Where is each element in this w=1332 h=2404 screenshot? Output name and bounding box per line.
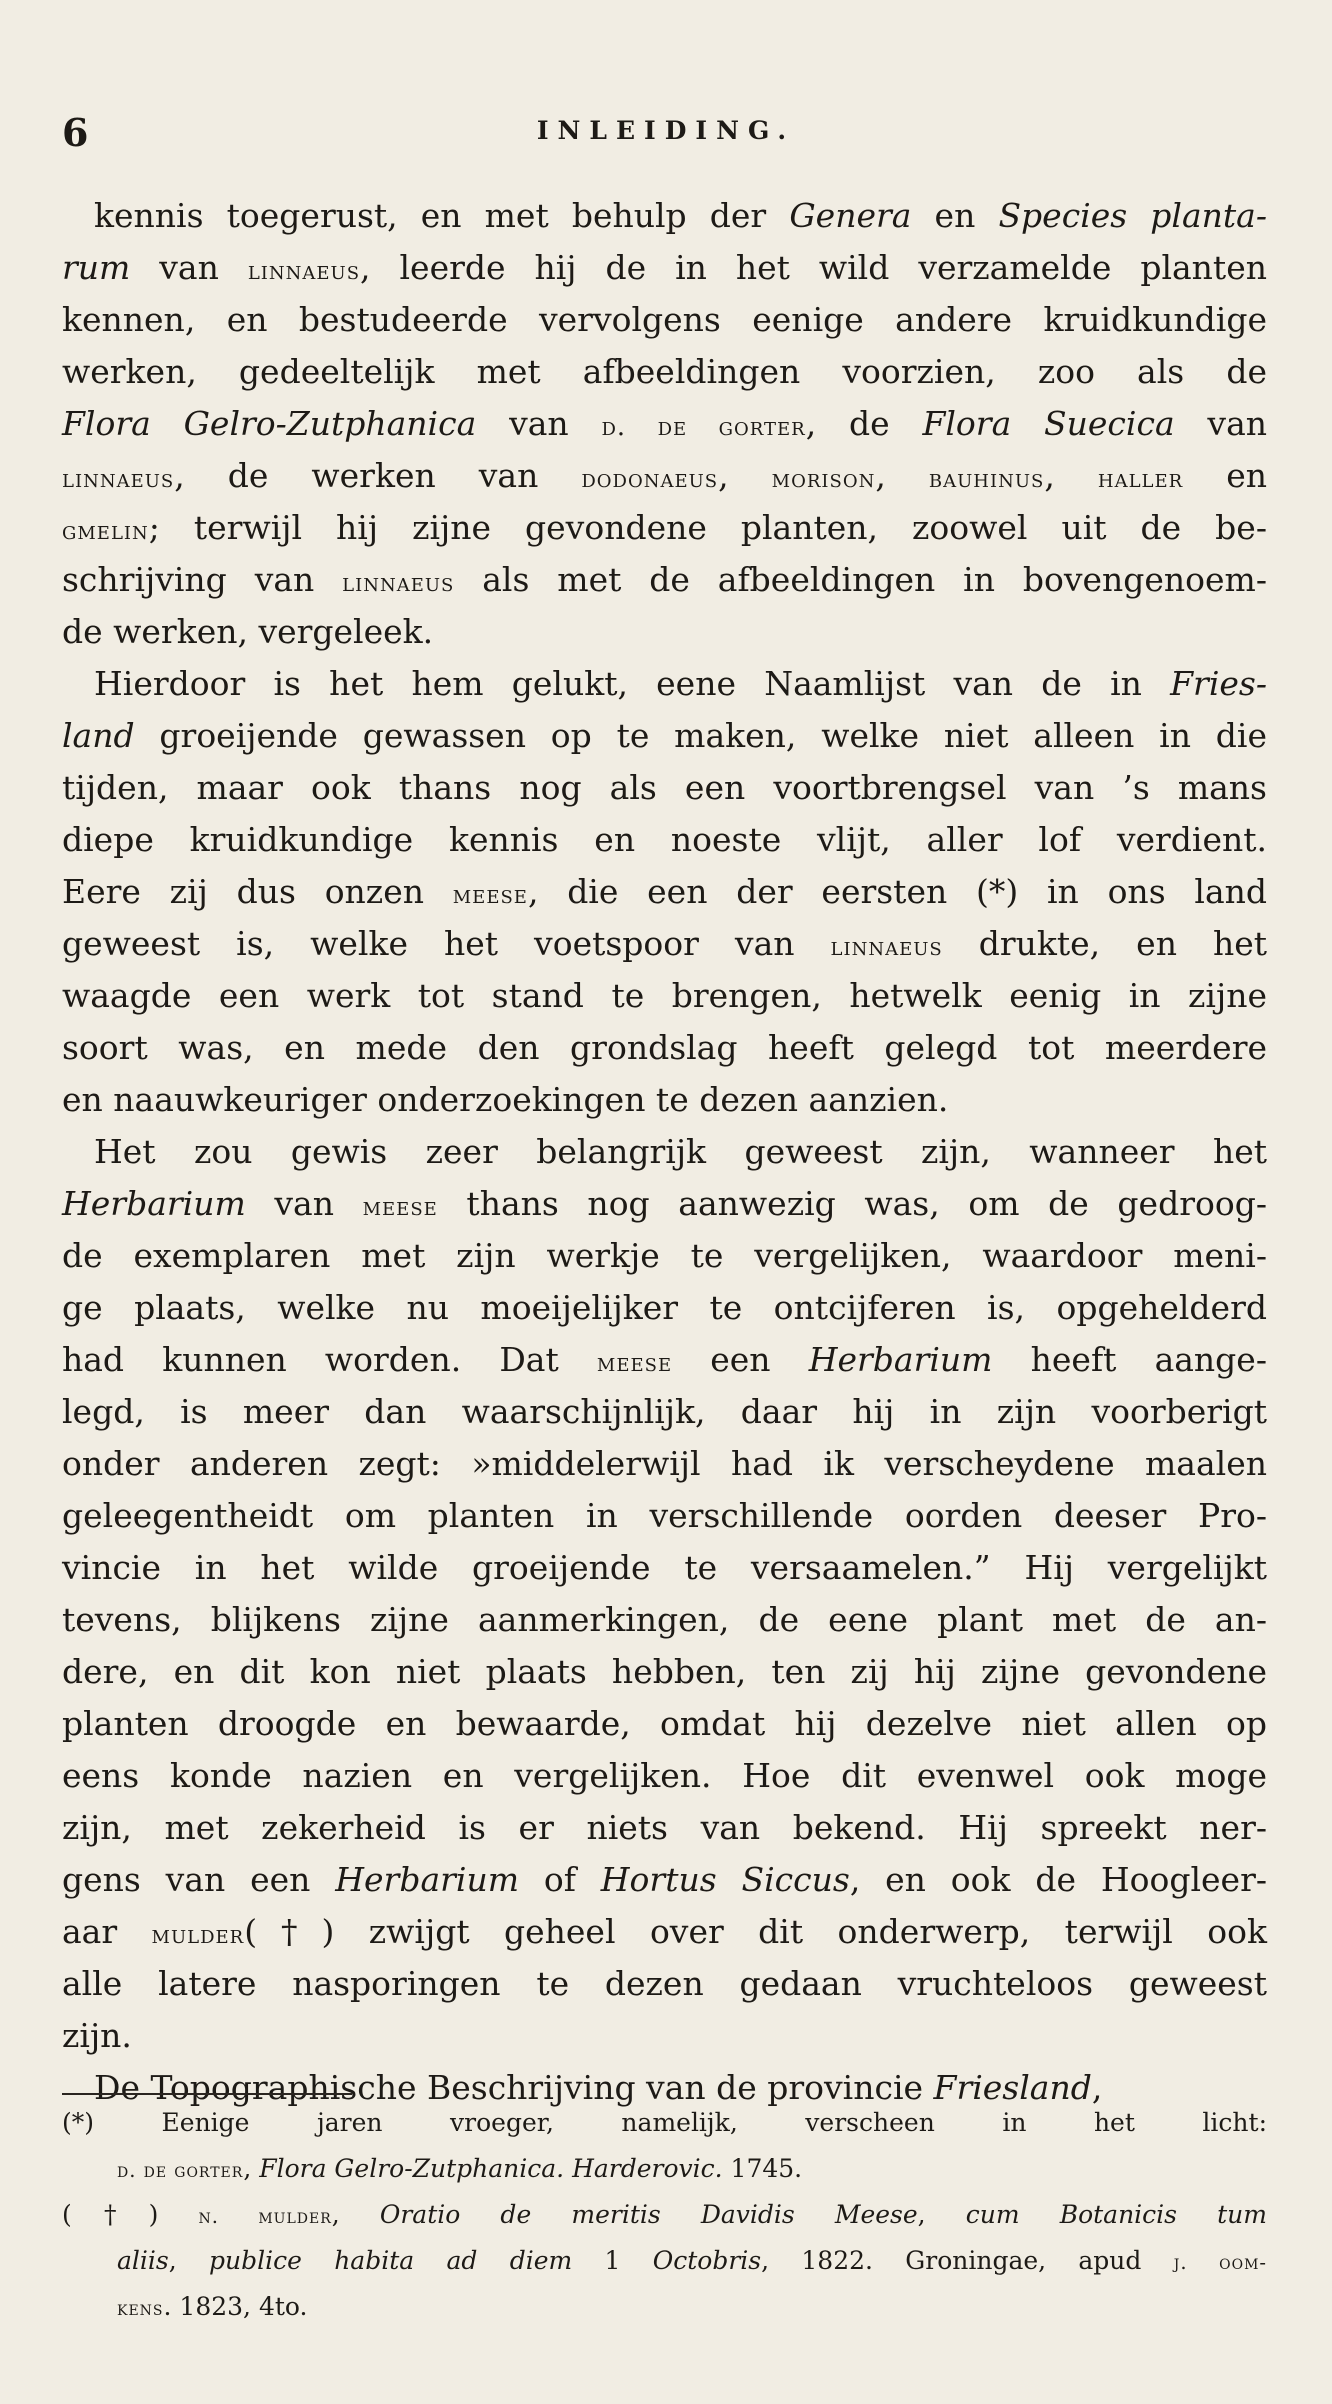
text-run: . 1823, 4to. xyxy=(163,2292,308,2321)
italic-run: Herbarium xyxy=(335,1860,520,1899)
italic-run: Herbarium xyxy=(808,1340,993,1379)
italic-run: Octobris xyxy=(652,2246,762,2275)
small-caps-run: linnaeus xyxy=(62,464,175,494)
paragraph-line xyxy=(62,1646,1267,1698)
italic-run: Oratio de meritis Davidis Meese xyxy=(379,2200,918,2229)
italic-run: Genera xyxy=(789,196,912,235)
paragraph-line xyxy=(62,1282,1267,1334)
paragraph xyxy=(62,190,1267,658)
text-run: , leerde hij de in het wild verzamelde planten xyxy=(360,248,1267,287)
text-run: Eere zij dus onzen xyxy=(62,872,453,911)
text-run: (†) xyxy=(62,2200,199,2229)
paragraph-line xyxy=(62,1542,1267,1594)
text-run: , xyxy=(1044,456,1098,495)
text-run: tijden, maar ook thans nog als een voortbrengsel van ’s mans xyxy=(62,768,1267,807)
text-run: drukte, en het xyxy=(942,924,1267,963)
text-run: gens van een xyxy=(62,1860,336,1899)
paragraph-line xyxy=(62,1230,1267,1282)
paragraph-line xyxy=(62,346,1267,398)
paragraph-line xyxy=(62,1750,1267,1802)
text-run: , xyxy=(1091,2068,1103,2107)
paragraph-line xyxy=(62,1126,1267,1178)
italic-run: cum Botanicis tum xyxy=(965,2200,1267,2229)
text-run: , de werken van xyxy=(174,456,582,495)
text-run: tevens, blijkens zijne aanmerkingen, de eene plant met de an- xyxy=(62,1600,1267,1639)
paragraph-line xyxy=(62,866,1267,918)
text-run: kennen, en bestudeerde vervolgens eenige andere kruidkundige xyxy=(62,300,1267,339)
text-run: De Topographische Beschrijving van de provincie xyxy=(94,2068,934,2107)
text-run: en xyxy=(1183,456,1268,495)
italic-run: land xyxy=(62,716,135,755)
small-caps-run: d. de gorter xyxy=(117,2159,244,2182)
small-caps-run: haller xyxy=(1097,464,1184,494)
text-run: soort was, en mede den grondslag heeft gelegd tot meerdere xyxy=(62,1028,1267,1067)
paragraph-line xyxy=(62,190,1267,242)
paragraph xyxy=(62,1126,1267,2062)
text-run: geweest is, welke het voetspoor van xyxy=(62,924,831,963)
paragraph-line xyxy=(62,450,1267,502)
paragraph-line xyxy=(62,1022,1267,1074)
footnote-line xyxy=(62,2284,1267,2330)
footnote-rule xyxy=(62,2093,352,2095)
small-caps-run: j. oom- xyxy=(1173,2251,1267,2274)
text-run: van xyxy=(245,1184,363,1223)
text-run: , xyxy=(875,456,929,495)
page-header xyxy=(62,110,1270,170)
text-run: van xyxy=(1174,404,1267,443)
small-caps-run: dodonaeus xyxy=(581,464,719,494)
small-caps-run: d. de gorter xyxy=(601,412,806,442)
italic-run: Flora Gelro-Zutphanica. Harderovic. xyxy=(259,2154,723,2183)
italic-run: publice habita ad diem xyxy=(209,2246,573,2275)
text-run: werken, gedeeltelijk met afbeeldingen voorzien, zoo als de xyxy=(62,352,1267,391)
italic-run: rum xyxy=(62,248,131,287)
text-run: 1 xyxy=(572,2246,653,2275)
italic-run: Flora Gelro-Zutphanica xyxy=(62,404,477,443)
small-caps-run: n. mulder xyxy=(198,2205,332,2228)
paragraph-line xyxy=(62,242,1267,294)
paragraph-line xyxy=(62,398,1267,450)
text-run: 1745. xyxy=(722,2154,803,2183)
footnote xyxy=(62,2192,1267,2330)
text-run: eens konde nazien en vergelijken. Hoe dit evenwel ook moge xyxy=(62,1756,1267,1795)
text-run: waagde een werk tot stand te brengen, hetwelk eenig in zijne xyxy=(62,976,1267,1015)
text-run: ; terwijl hij zijne gevondene planten, zoowel uit de be- xyxy=(148,508,1267,547)
paragraph-line xyxy=(62,918,1267,970)
paragraph-line xyxy=(62,1802,1267,1854)
italic-run: Hortus Siccus xyxy=(600,1860,850,1899)
small-caps-run: meese xyxy=(362,1192,438,1222)
paragraph xyxy=(62,658,1267,1126)
italic-run: Fries- xyxy=(1170,664,1267,703)
text-run: een xyxy=(672,1340,809,1379)
paragraph-line xyxy=(62,710,1267,762)
text-run: , xyxy=(917,2200,966,2229)
text-run: schrijving van xyxy=(62,560,343,599)
text-run: diepe kruidkundige kennis en noeste vlijt, aller lof verdient. xyxy=(62,820,1267,859)
text-run: (*) Eenige jaren vroeger, namelijk, verscheen in het licht: xyxy=(62,2108,1267,2137)
paragraph-line xyxy=(62,294,1267,346)
text-run: , die een der eersten (*) in ons land xyxy=(527,872,1267,911)
text-run: van xyxy=(130,248,248,287)
footnotes xyxy=(62,2100,1267,2330)
text-run: , en ook de Hoogleer- xyxy=(849,1860,1267,1899)
small-caps-run: meese xyxy=(596,1348,673,1378)
small-caps-run: meese xyxy=(452,880,528,910)
paragraph-line xyxy=(62,554,1267,606)
footnote-line xyxy=(62,2192,1267,2238)
text-run: ge plaats, welke nu moeijelijker te ontcijferen is, opgehelderd xyxy=(62,1288,1267,1327)
text-run: , xyxy=(331,2200,380,2229)
small-caps-run: kens xyxy=(117,2297,164,2320)
text-run: Het zou gewis zeer belangrijk geweest zijn, wanneer het xyxy=(94,1132,1267,1171)
text-run: als met de afbeeldingen in bovengenoem- xyxy=(454,560,1268,599)
text-run: onder anderen zegt: »middelerwijl had ik verscheydene maalen xyxy=(62,1444,1267,1483)
text-run: (†) zwijgt geheel over dit onderwerp, terwijl ook xyxy=(244,1912,1267,1951)
paragraph-line xyxy=(62,1074,1267,1126)
text-run: de werken, vergeleek. xyxy=(62,612,434,651)
small-caps-run: linnaeus xyxy=(247,256,361,286)
paragraph-line xyxy=(62,1906,1267,1958)
footnote-line xyxy=(62,2238,1267,2284)
footnote-line xyxy=(62,2146,1267,2192)
italic-run: aliis xyxy=(117,2246,169,2275)
italic-run: Friesland xyxy=(933,2068,1092,2107)
paragraph-line xyxy=(62,1438,1267,1490)
text-run: kennis toegerust, en met behulp der xyxy=(94,196,790,235)
paragraph-line xyxy=(62,814,1267,866)
footnote-line xyxy=(62,2100,1267,2146)
text-run: thans nog aanwezig was, om de gedroog- xyxy=(437,1184,1267,1223)
text-run: dere, en dit kon niet plaats hebben, ten zij hij zijne gevondene xyxy=(62,1652,1267,1691)
small-caps-run: gmelin xyxy=(62,516,149,546)
small-caps-run: morison xyxy=(771,464,876,494)
footnote xyxy=(62,2100,1267,2192)
text-run: Hierdoor is het hem gelukt, eene Naamlijst van de in xyxy=(94,664,1171,703)
paragraph-line xyxy=(62,1178,1267,1230)
text-run: en naauwkeuriger onderzoekingen te dezen aanzien. xyxy=(62,1080,949,1119)
small-caps-run: bauhinus xyxy=(928,464,1045,494)
text-run: zijn. xyxy=(62,2016,132,2055)
italic-run: Flora Suecica xyxy=(922,404,1175,443)
text-run: zijn, met zekerheid is er niets van bekend. Hij spreekt ner- xyxy=(62,1808,1267,1847)
text-run: , de xyxy=(805,404,923,443)
italic-run: Species planta- xyxy=(998,196,1267,235)
text-run: of xyxy=(519,1860,601,1899)
paragraph-line xyxy=(62,606,1267,658)
paragraph-line xyxy=(62,1490,1267,1542)
paragraph-line xyxy=(62,1698,1267,1750)
text-run: alle latere nasporingen te dezen gedaan vruchteloos geweest xyxy=(62,1964,1267,2003)
body-text xyxy=(62,190,1267,2114)
text-run: , xyxy=(168,2246,209,2275)
italic-run: Herbarium xyxy=(62,1184,246,1223)
text-run: heeft aange- xyxy=(992,1340,1267,1379)
paragraph-line xyxy=(62,1958,1267,2010)
text-run: , xyxy=(243,2154,260,2183)
text-run: groeijende gewassen op te maken, welke niet alleen in die xyxy=(134,716,1267,755)
paragraph-line xyxy=(62,502,1267,554)
text-run: planten droogde en bewaarde, omdat hij dezelve niet allen op xyxy=(62,1704,1267,1743)
text-run: had kunnen worden. Dat xyxy=(62,1340,597,1379)
paragraph-line xyxy=(62,970,1267,1022)
paragraph-line xyxy=(62,1854,1267,1906)
page-number: 6 xyxy=(62,110,89,155)
small-caps-run: mulder xyxy=(151,1920,245,1950)
running-head: INLEIDING. xyxy=(536,116,796,145)
text-run: en xyxy=(911,196,999,235)
paragraph-line xyxy=(62,1334,1267,1386)
small-caps-run: linnaeus xyxy=(342,568,455,598)
paragraph-line xyxy=(62,1594,1267,1646)
text-run: , xyxy=(718,456,772,495)
small-caps-run: linnaeus xyxy=(830,932,943,962)
text-run: van xyxy=(476,404,602,443)
text-run: legd, is meer dan waarschijnlijk, daar hij in zijn voorberigt xyxy=(62,1392,1267,1431)
text-run: aar xyxy=(62,1912,152,1951)
paragraph-line xyxy=(62,2010,1267,2062)
text-run: , 1822. Groningae, apud xyxy=(761,2246,1174,2275)
text-run: vincie in het wilde groeijende te versaamelen.” Hij vergelijkt xyxy=(62,1548,1267,1587)
text-run: geleegentheidt om planten in verschillende oorden deeser Pro- xyxy=(62,1496,1267,1535)
paragraph-line xyxy=(62,1386,1267,1438)
paragraph-line xyxy=(62,658,1267,710)
paragraph-line xyxy=(62,762,1267,814)
text-run: de exemplaren met zijn werkje te vergelijken, waardoor meni- xyxy=(62,1236,1267,1275)
